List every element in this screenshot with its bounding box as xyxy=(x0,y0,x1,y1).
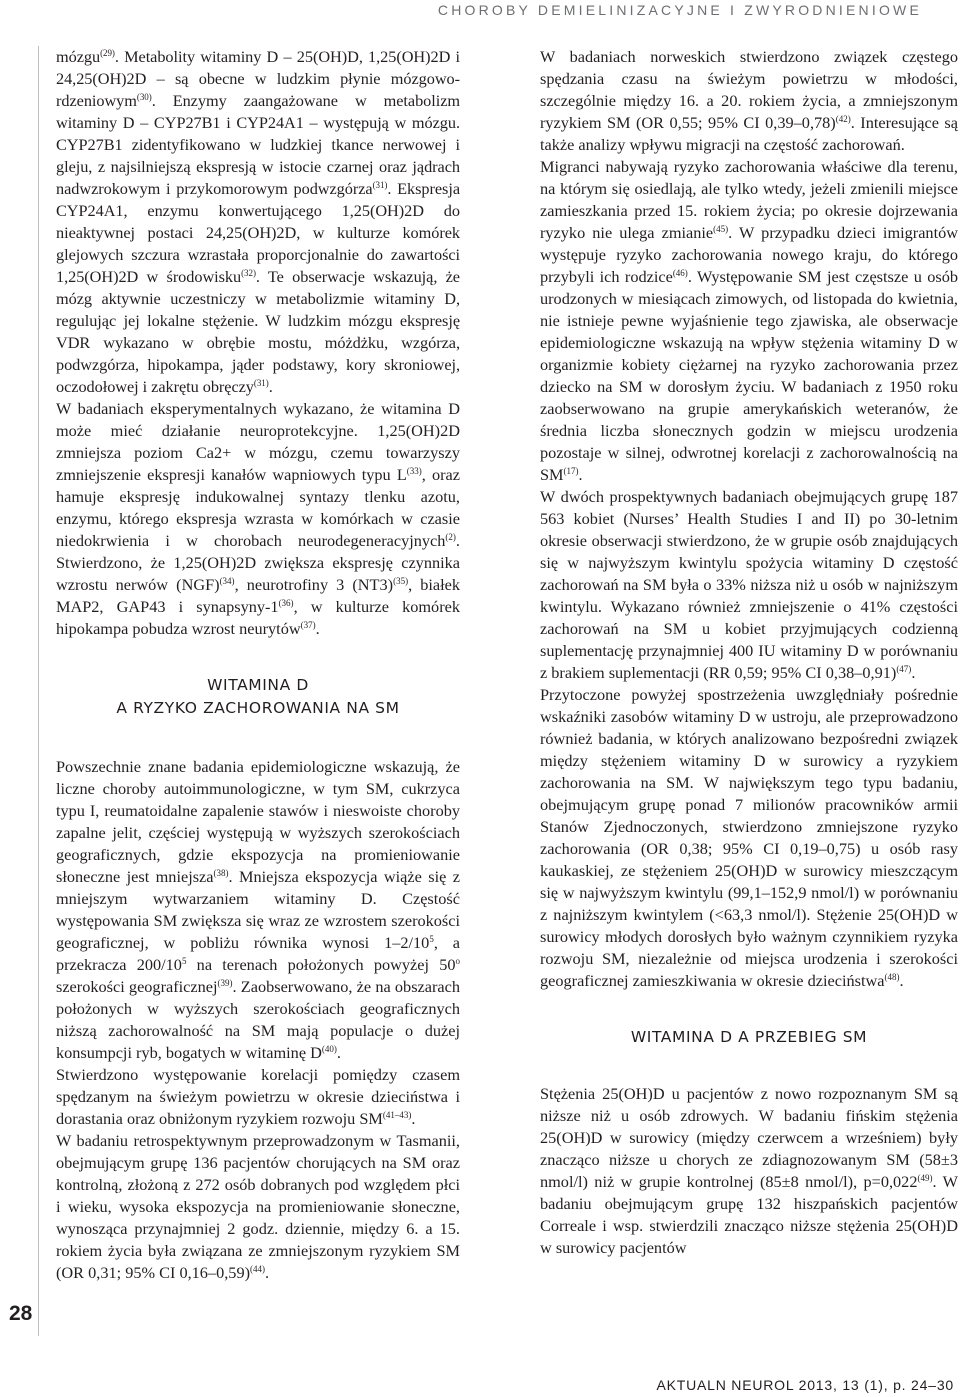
paragraph: W badaniach norweskich stwierdzono związek częstego spędzania czasu na świeżym powietrzu w młodości, szczególnie między 16. a 20. rokiem życia, a zmniejszonym ryzykiem SM (OR 0,55; 95% CI 0,39–0,78)$^{(42)}$. Interesujące są także analizy wpływu migracji na częstość zachorowań. xyxy=(540,47,958,154)
running-header: CHOROBY DEMIELINIZACYJNE I ZWYRODNIENIOWE xyxy=(437,2,922,18)
section-heading: A RYZYKO ZACHOROWANIA NA SM xyxy=(116,699,400,717)
footer-citation: AKTUALN NEUROL 2013, 13 (1), p. 24–30 xyxy=(656,1377,954,1393)
paragraph: Powszechnie znane badania epidemiologiczne wskazują, że liczne choroby autoimmunologiczne, w tym SM, cukrzyca typu I, reumatoidalne zapalenie stawów i nieswoiste choroby zapalne jelit, częściej występują w wyższych szerokościach geograficznych, gdzie ekspozycja na promieniowanie słoneczne jest mniejsza$^{(38)}$. Mniejsza ekspozycja wiąże się z mniejszym wytwarzaniem witaminy D. Częstość występowania SM zwiększa się wraz ze wzrostem szerokości geograficznej, w pobliżu równika wynosi $1-2/10^5$, a przekracza $200/10^5$ na terenach położonych powyżej 50$^o$ szerokości geograficznej$^{(39)}$. Zaobserwowano, że na obszarach położonych w wyższych szerokościach geograficznych niższą zachorowalność na SM mają populacje o dużej konsumpcji ryb, bogatych w witaminę $D^{(40)}$. xyxy=(56,757,461,1062)
paragraph: mózgu$^{(29)}$. Metabolity witaminy D – 25(OH)D, 1,25(OH)2D i 24,25(OH)2D – są obecne w ludzkim płynie mózgowo-rdzeniowym$^{(30)}$. Enzymy zaangażowane w metabolizm witaminy D – CYP27B1 i CYP24A1 – występują w mózgu. CYP27B1 zidentyfikowano w ludzkiej tkance nerwowej i gleju, z najsilniejszą ekspresją w istocie czarnej oraz jądrach nadwzrokowym i przykomorowym podwzgórza$^{(31)}$. Ekspresja CYP24A1, enzymu konwertującego 1,25(OH)2D do nieaktywnej postaci 24,25(OH)2D, w kulturze komórek glejowych szczura wzrastała proporcjonalnie do zawartości 1,25(OH)2D w środowisku$^{(32)}$. Te obserwacje wskazują, że mózg aktywnie uczestniczy w metabolizmie witaminy D, regulując jej lokalne stężenie. W ludzkim mózgu ekspresję VDR wykazano w obrębie mostu, móżdżku, wzgórza, podwzgórza, hipokampa, jąder podstawy, kory skroniowej, oczodołowej i zakrętu obręczy$^{(31)}$. xyxy=(56,47,460,396)
margin-rule xyxy=(38,46,39,1336)
paragraph: Przytoczone powyżej spostrzeżenia uwzględniały pośrednie wskaźniki zasobów witaminy D w ustroju, ale przeprowadzono również badania, w których analizowano bezpośredni związek między stężeniem witaminy D w surowicy a ryzykiem zachorowania na SM. W największym tego typu badaniu, obejmującym grupę ponad 7 milionów pracowników armii Stanów Zjednoczonych, stwierdzono zmniejszone ryzyko zachorowania (OR 0,38; 95% CI 0,19–0,75) u osób rasy kaukaskiej, ze stężeniem 25(OH)D w surowicy mieszczącym się w najwyższym kwintylu (99,1–152,9 nmol/l) w porównaniu z najniższym kwintylem (<63,3 nmol/l). Stężenie 25(OH)D w surowicy młodych dorosłych było ważnym czynnikiem ryzyka rozwoju SM, niezależnie od miejsca urodzenia i szerokości geograficznej zamieszkiwania w okresie dzieciństwa$^{(48)}$. xyxy=(540,685,958,990)
section-heading: WITAMINA D xyxy=(207,676,309,694)
left-column xyxy=(56,46,460,1284)
right-column xyxy=(540,46,958,1259)
paragraph: Stwierdzono występowanie korelacji pomiędzy czasem spędzanym na świeżym powietrzu w okresie dzieciństwa i dorastania oraz obniżonym ryzykiem rozwoju SM$^{(41-43)}$. xyxy=(56,1065,460,1128)
paragraph: W badaniach eksperymentalnych wykazano, że witamina D może mieć działanie neuroprotekcyjne. 1,25(OH)2D zmniejsza poziom Ca2+ w mózgu, czemu towarzyszy zmniejszenie ekspresji kanałów wapniowych typu $L^{(33)}$, oraz hamuje ekspresję indukowalnej syntazy tlenku azotu, enzymu, którego ekspresja wzrasta w komórkach w czasie niedokrwienia i w chorobach neurodegeneracyjnych$^{(2)}$. Stwierdzono, że 1,25(OH)2D zwiększa ekspresję czynnika wzrostu nerwów (NGF)$^{(34)}$, neurotrofiny 3 $(NT3)^{(35)}$, białek MAP2, GAP43 i synapsyny-1$^{(36)}$, w kulturze komórek hipokampa pobudza wzrost neurytów$^{(37)}$. xyxy=(56,399,461,638)
paragraph: Stężenia 25(OH)D u pacjentów z nowo rozpoznanym SM są niższe niż u osób zdrowych. W badaniu fińskim stężenia 25(OH)D w surowicy (między czerwcem a wrześniem) były znacząco niższe u chorych ze zdiagnozowanym SM (58±3 nmol/l) niż w grupie kontrolnej (85±8 nmol/l), $p=0,022^{(49)}$. W badaniu obejmującym grupę 132 hiszpańskich pacjentów Correale i wsp. stwierdzili znacząco niższe stężenia 25(OH)D w surowicy pacjentów xyxy=(540,1084,958,1257)
paragraph: W badaniu retrospektywnym przeprowadzonym w Tasmanii, obejmującym grupę 136 pacjentów chorujących na SM oraz kontrolną, złożoną z 272 osób dobranych pod względem płci i wieku, wysoka ekspozycja na promieniowanie słoneczne, wynosząca przynajmniej 2 godz. dziennie, między 6. a 15. rokiem życia była związana ze zmniejszonym ryzykiem SM (OR 0,31; 95% CI 0,16–0,59)$^{(44)}$. xyxy=(56,1131,460,1282)
paragraph: W dwóch prospektywnych badaniach obejmujących grupę 187 563 kobiet (Nurses’ Health Studies I and II) po 30-letnim okresie obserwacji stwierdzono, że w grupie osób znajdujących się w najwyższym kwintylu spożycia witaminy D częstość zachorowań na SM była o 33% niższa niż u osób w najniższym kwintylu. Wykazano również zmniejszenie o 41% częstości zachorowań na SM u kobiet przyjmujących codzienną suplementację przynajmniej 400 IU witaminy D w porównaniu z brakiem suplementacji (RR 0,59; 95% CI 0,38–0,91)$^{(47)}$. xyxy=(540,487,958,682)
paragraph: Migranci nabywają ryzyko zachorowania właściwe dla terenu, na którym się osiedlają, ale tylko wtedy, jeżeli zmienili miejsce zamieszkania przed 15. rokiem życia; po okresie dojrzewania ryzyko nie ulega zmianie$^{(45)}$. W przypadku dzieci imigrantów występuje ryzyko zachorowania nowego kraju, do którego przybyli ich rodzice$^{(46)}$. Występowanie SM jest częstsze u osób urodzonych w miesiącach zimowych, od listopada do kwietnia, nie istnieje pewne wyjaśnienie tego zjawiska, ale obserwacje epidemiologiczne wskazują na wpływ stężenia witaminy D w organizmie kobiety ciężarnej na ryzyko zachorowania przez dziecko na SM w dorosłym życiu. W badaniach z 1950 roku zaobserwowano na grupie amerykańskich weteranów, że średnia liczba słonecznych godzin w miejscu urodzenia pozostaje w silnej, odwrotnej korelacji z zachorowalnością na SM$^{(17)}$. xyxy=(540,157,958,484)
section-heading: WITAMINA D A PRZEBIEG SM xyxy=(630,1028,868,1046)
page-number: 28 xyxy=(9,1302,33,1325)
